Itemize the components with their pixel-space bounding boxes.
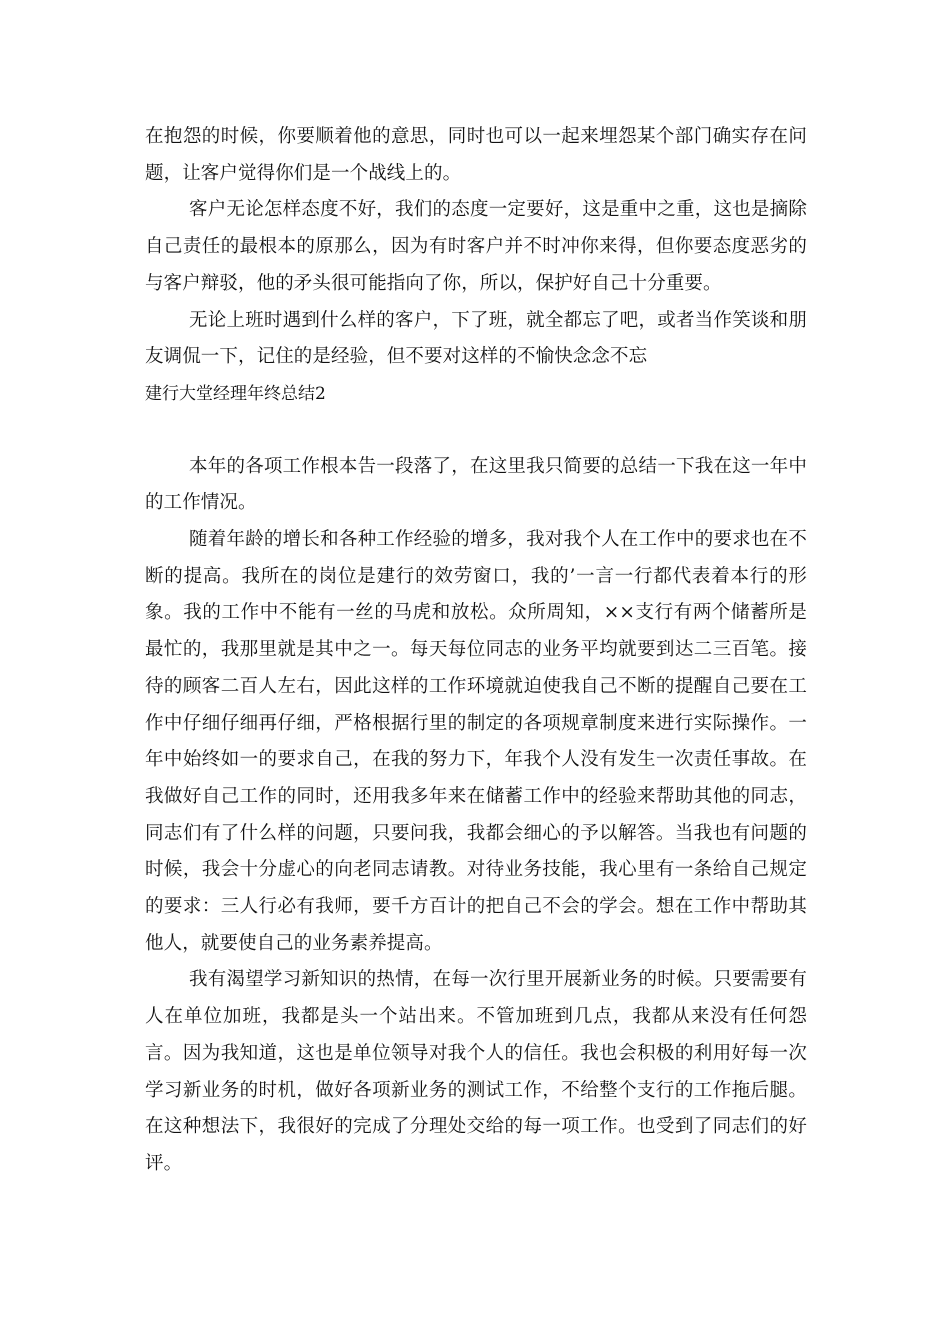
blank-line (145, 413, 807, 449)
body-paragraph-1: 本年的各项工作根本告一段落了，在这里我只简要的总结一下我在这一年中的工作情况。 (145, 455, 807, 514)
body-paragraph-3: 我有渴望学习新知识的热情，在每一次行里开展新业务的时候。只要需要有人在单位加班，我都是头一个站出来。不管加班到几点，我都从来没有任何怨言。因为我知道，这也是单位领导对我个人的信任。我也会积极的利用好每一次学习新业务的时机，做好各项新业务的测试工作，不给整个支行的工作拖后腿。在这种想法下，我很好的完成了分理处交给的每一项工作。也受到了同志们的好评。 (145, 969, 807, 1174)
section-title: 建行大堂经理年终总结2 (145, 383, 326, 404)
intro-paragraph-3: 无论上班时遇到什么样的客户，下了班，就全都忘了吧，或者当作笑谈和朋友调侃一下，记住的是经验，但不要对这样的不愉快念念不忘 (145, 309, 807, 368)
body-paragraph-2: 随着年龄的增长和各种工作经验的增多，我对我个人在工作中的要求也在不断的提高。我所在的岗位是建行的效劳窗口，我的’一言一行都代表着本行的形象。我的工作中不能有一丝的马虎和放松。众所周知，××支行有两个储蓄所是最忙的，我那里就是其中之一。每天每位同志的业务平均就要到达二三百笔。接待的顾客二百人左右，因此这样的工作环境就迫使我自己不断的提醒自己要在工作中仔细仔细再仔细，严格根据行里的制定的各项规章制度来进行实际操作。一年中始终如一的要求自己，在我的努力下，年我个人没有发生一次责任事故。在我做好自己工作的同时，还用我多年来在储蓄工作中的经验来帮助其他的同志，同志们有了什么样的问题，只要问我，我都会细心的予以解答。当我也有问题的时候，我会十分虚心的向老同志请教。对待业务技能，我心里有一条给自己规定的要求：三人行必有我师，要千方百计的把自己不会的学会。想在工作中帮助其他人，就要使自己的业务素养提高。 (145, 529, 807, 954)
intro-paragraph-2: 客户无论怎样态度不好，我们的态度一定要好，这是重中之重，这也是摘除自己责任的最根本的原那么，因为有时客户并不时冲你来得，但你要态度恶劣的与客户辩驳，他的矛头很可能指向了你，所以，保护好自己十分重要。 (145, 199, 807, 294)
document-body (145, 119, 807, 1183)
intro-paragraph-1: 在抱怨的时候，你要顺着他的意思，同时也可以一起来埋怨某个部门确实存在问题，让客户觉得你们是一个战线上的。 (145, 126, 807, 184)
